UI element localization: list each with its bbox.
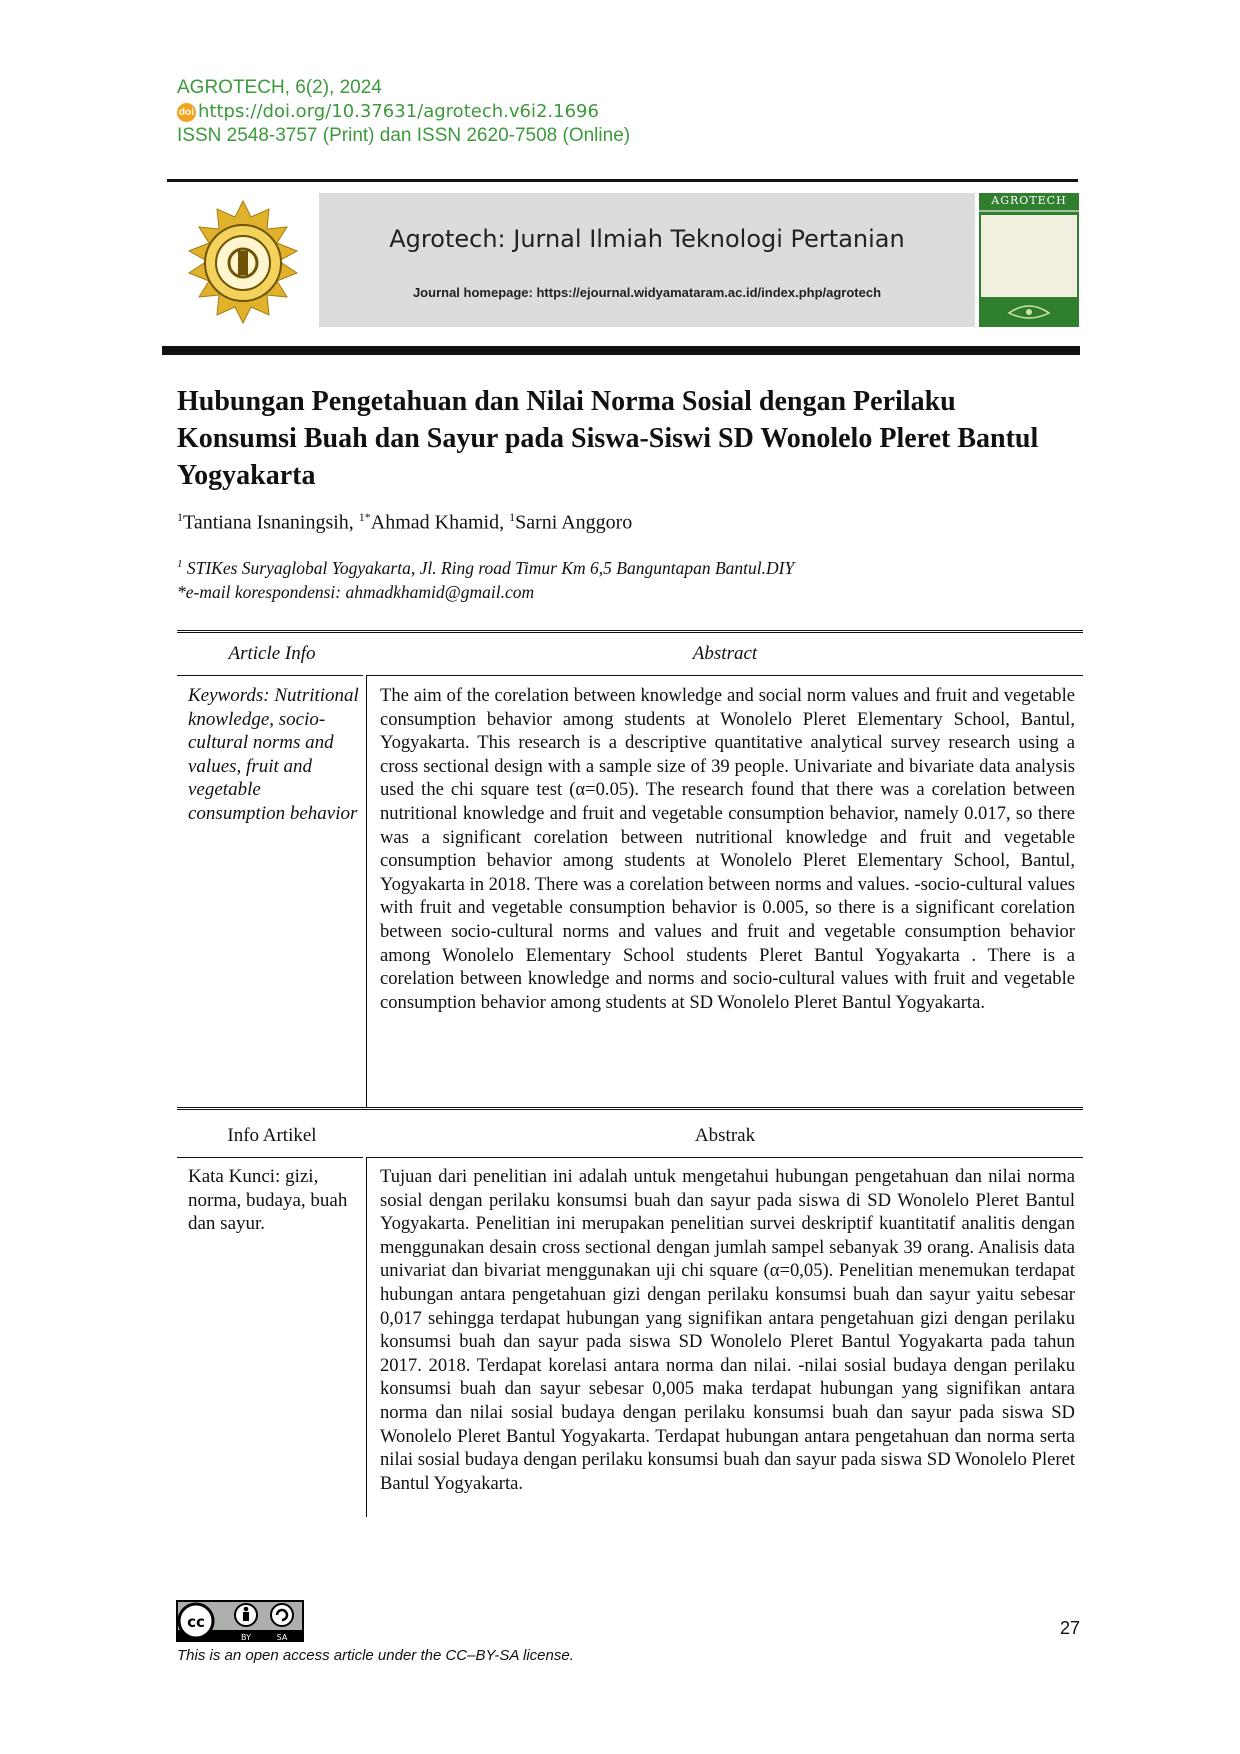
page-number: 27 [1060, 1618, 1081, 1638]
banner-bottom-rule [162, 346, 1080, 355]
license-note: This is an open access article under the CC–BY-SA license. [177, 1647, 574, 1664]
cover-stripe [979, 210, 1079, 212]
author-1-sup: 1 [177, 510, 183, 524]
indonesian-keywords: Kata Kunci: gizi, norma, budaya, buah dan sayur. [188, 1166, 348, 1235]
doi-icon: doi [177, 103, 196, 122]
svg-text:cc: cc [187, 1613, 205, 1631]
journal-homepage[interactable]: Journal homepage: https://ejournal.widyamataram.ac.id/index.php/agrotech [412, 285, 882, 300]
article-info-header: Article Info [228, 643, 316, 664]
journal-banner [167, 193, 1078, 329]
cover-title: AGROTECH [991, 194, 1067, 207]
indonesian-header-rule-right [367, 1157, 1083, 1158]
author-2-sup: 1* [358, 510, 371, 524]
doi-link[interactable]: https://doi.org/10.37631/agrotech.v6i2.1696 [198, 101, 599, 122]
english-table-bottom-rule [177, 1107, 1083, 1110]
affiliation-block [177, 552, 794, 604]
journal-cover [979, 193, 1079, 327]
author-2-name: Ahmad Khamid, [370, 511, 510, 534]
english-keywords: Keywords: Nutritional knowledge, socio-cultural norms and values, fruit and vegetable consumption behavior [188, 685, 359, 824]
author-1-name: Tantiana Isnaningsih, [183, 511, 359, 534]
article-title: Hubungan Pengetahuan dan Nilai Norma Sosial dengan Perilaku Konsumsi Buah dan Sayur pada Siswa-Siswi SD Wonolelo Pleret Bantul Yogyakarta [177, 386, 1039, 491]
journal-name: Agrotech: Jurnal Ilmiah Teknologi Pertanian [389, 225, 905, 253]
author-list [177, 510, 632, 535]
indonesian-abstract: Tujuan dari penelitian ini adalah untuk mengetahui hubungan pengetahuan dan nilai norma sosial dengan perilaku konsumsi buah dan sayur pada siswa di SD Wonolelo Pleret Bantul Yogyakarta. Penelitian ini merupakan penelitian survei deskriptif kuantitatif analitis dengan menggunakan desain cross sectional dengan jumlah sampel sebanyak 39 orang. Analisis data univariat dan bivariat menggunakan uji chi square (α=0,05). Penelitian menemukan terdapat hubungan antara pengetahuan gizi dengan perilaku konsumsi buah dan sayur yaitu sebesar 0,017 sehingga terdapat hubungan yang signifikan antara pengetahuan gizi dengan perilaku konsumsi buah dan sayur pada siswa SD Wonolelo Pleret Bantul Yogyakarta pada tahun 2017. 2018. Terdapat korelasi antara norma dan nilai. -nilai sosial budaya dengan perilaku konsumsi buah dan sayur sebesar 0,005 maka terdapat hubungan yang signifikan antara norma dan nilai sosial budaya dengan perilaku konsumsi buah dan sayur pada siswa SD Wonolelo Pleret Bantul Yogyakarta. Terdapat hubungan antara pengetahuan dan norma serta nilai sosial budaya dengan perilaku konsumsi buah dan sayur pada siswa SD Wonolelo Pleret Bantul Yogyakarta. [380, 1166, 1075, 1494]
correspondence-email: *e-mail korespondensi: ahmadkhamid@gmail.com [177, 581, 535, 602]
english-column-divider [366, 675, 367, 1108]
university-seal-icon [175, 199, 311, 327]
doi-row[interactable] [177, 100, 630, 124]
journal-volume: AGROTECH, 6(2), 2024 [177, 77, 382, 98]
cover-ornament-icon [979, 299, 1079, 325]
english-abstract: The aim of the corelation between knowledge and social norm values and fruit and vegetable consumption behavior among students at Wonolelo Pleret Elementary School, Bantul, Yogyakarta. This research is a descriptive quantitative analytical survey research using a cross sectional design with a sample size of 39 people. Univariate and bivariate data analysis used the chi square test (α=0.05). The research found that there was a corelation between nutritional knowledge and fruit and vegetable consumption behavior, namely 0.017, so there was a significant corelation between nutritional knowledge and fruit and vegetable consumption behavior among students at Wonolelo Pleret Elementary School, Bantul, Yogyakarta in 2018. There was a corelation between norms and values. -socio-cultural values with fruit and vegetable consumption behavior is 0.005, so there is a significant corelation between socio-cultural norms and values and fruit and vegetable consumption behavior among Wonolelo Elementary School students Pleret Bantul Yogyakarta . There is a corelation between knowledge and norms and socio-cultural values with fruit and vegetable consumption behavior among students at SD Wonolelo Pleret Bantul Yogyakarta. [380, 685, 1075, 1013]
info-artikel-header: Info Artikel [227, 1125, 317, 1146]
cc-sa-label: SA [276, 1633, 288, 1642]
author-3-sup: 1 [509, 510, 516, 524]
abstrak-header: Abstrak [694, 1125, 756, 1146]
cover-panel [981, 215, 1077, 297]
journal-meta [177, 76, 630, 148]
english-header-rule-left [177, 675, 363, 676]
affiliation-sup: 1 [177, 558, 183, 570]
english-header-rule-right [367, 675, 1083, 676]
affiliation-line [177, 552, 794, 580]
issn: ISSN 2548-3757 (Print) dan ISSN 2620-7508 (Online) [177, 125, 631, 146]
english-table-top-rule [177, 630, 1083, 633]
abstract-header: Abstract [692, 643, 758, 664]
cc-by-label: BY [241, 1633, 251, 1642]
indonesian-header-rule-left [177, 1157, 363, 1158]
affiliation-text: STIKes Suryaglobal Yogyakarta, Jl. Ring road Timur Km 6,5 Banguntapan Bantul.DIY [182, 557, 795, 578]
cc-by-sa-license-icon[interactable] [176, 1600, 304, 1642]
author-3-name: Sarni Anggoro [515, 511, 633, 534]
top-rule [167, 179, 1078, 182]
indonesian-column-divider [366, 1157, 367, 1517]
banner-box [319, 193, 975, 327]
